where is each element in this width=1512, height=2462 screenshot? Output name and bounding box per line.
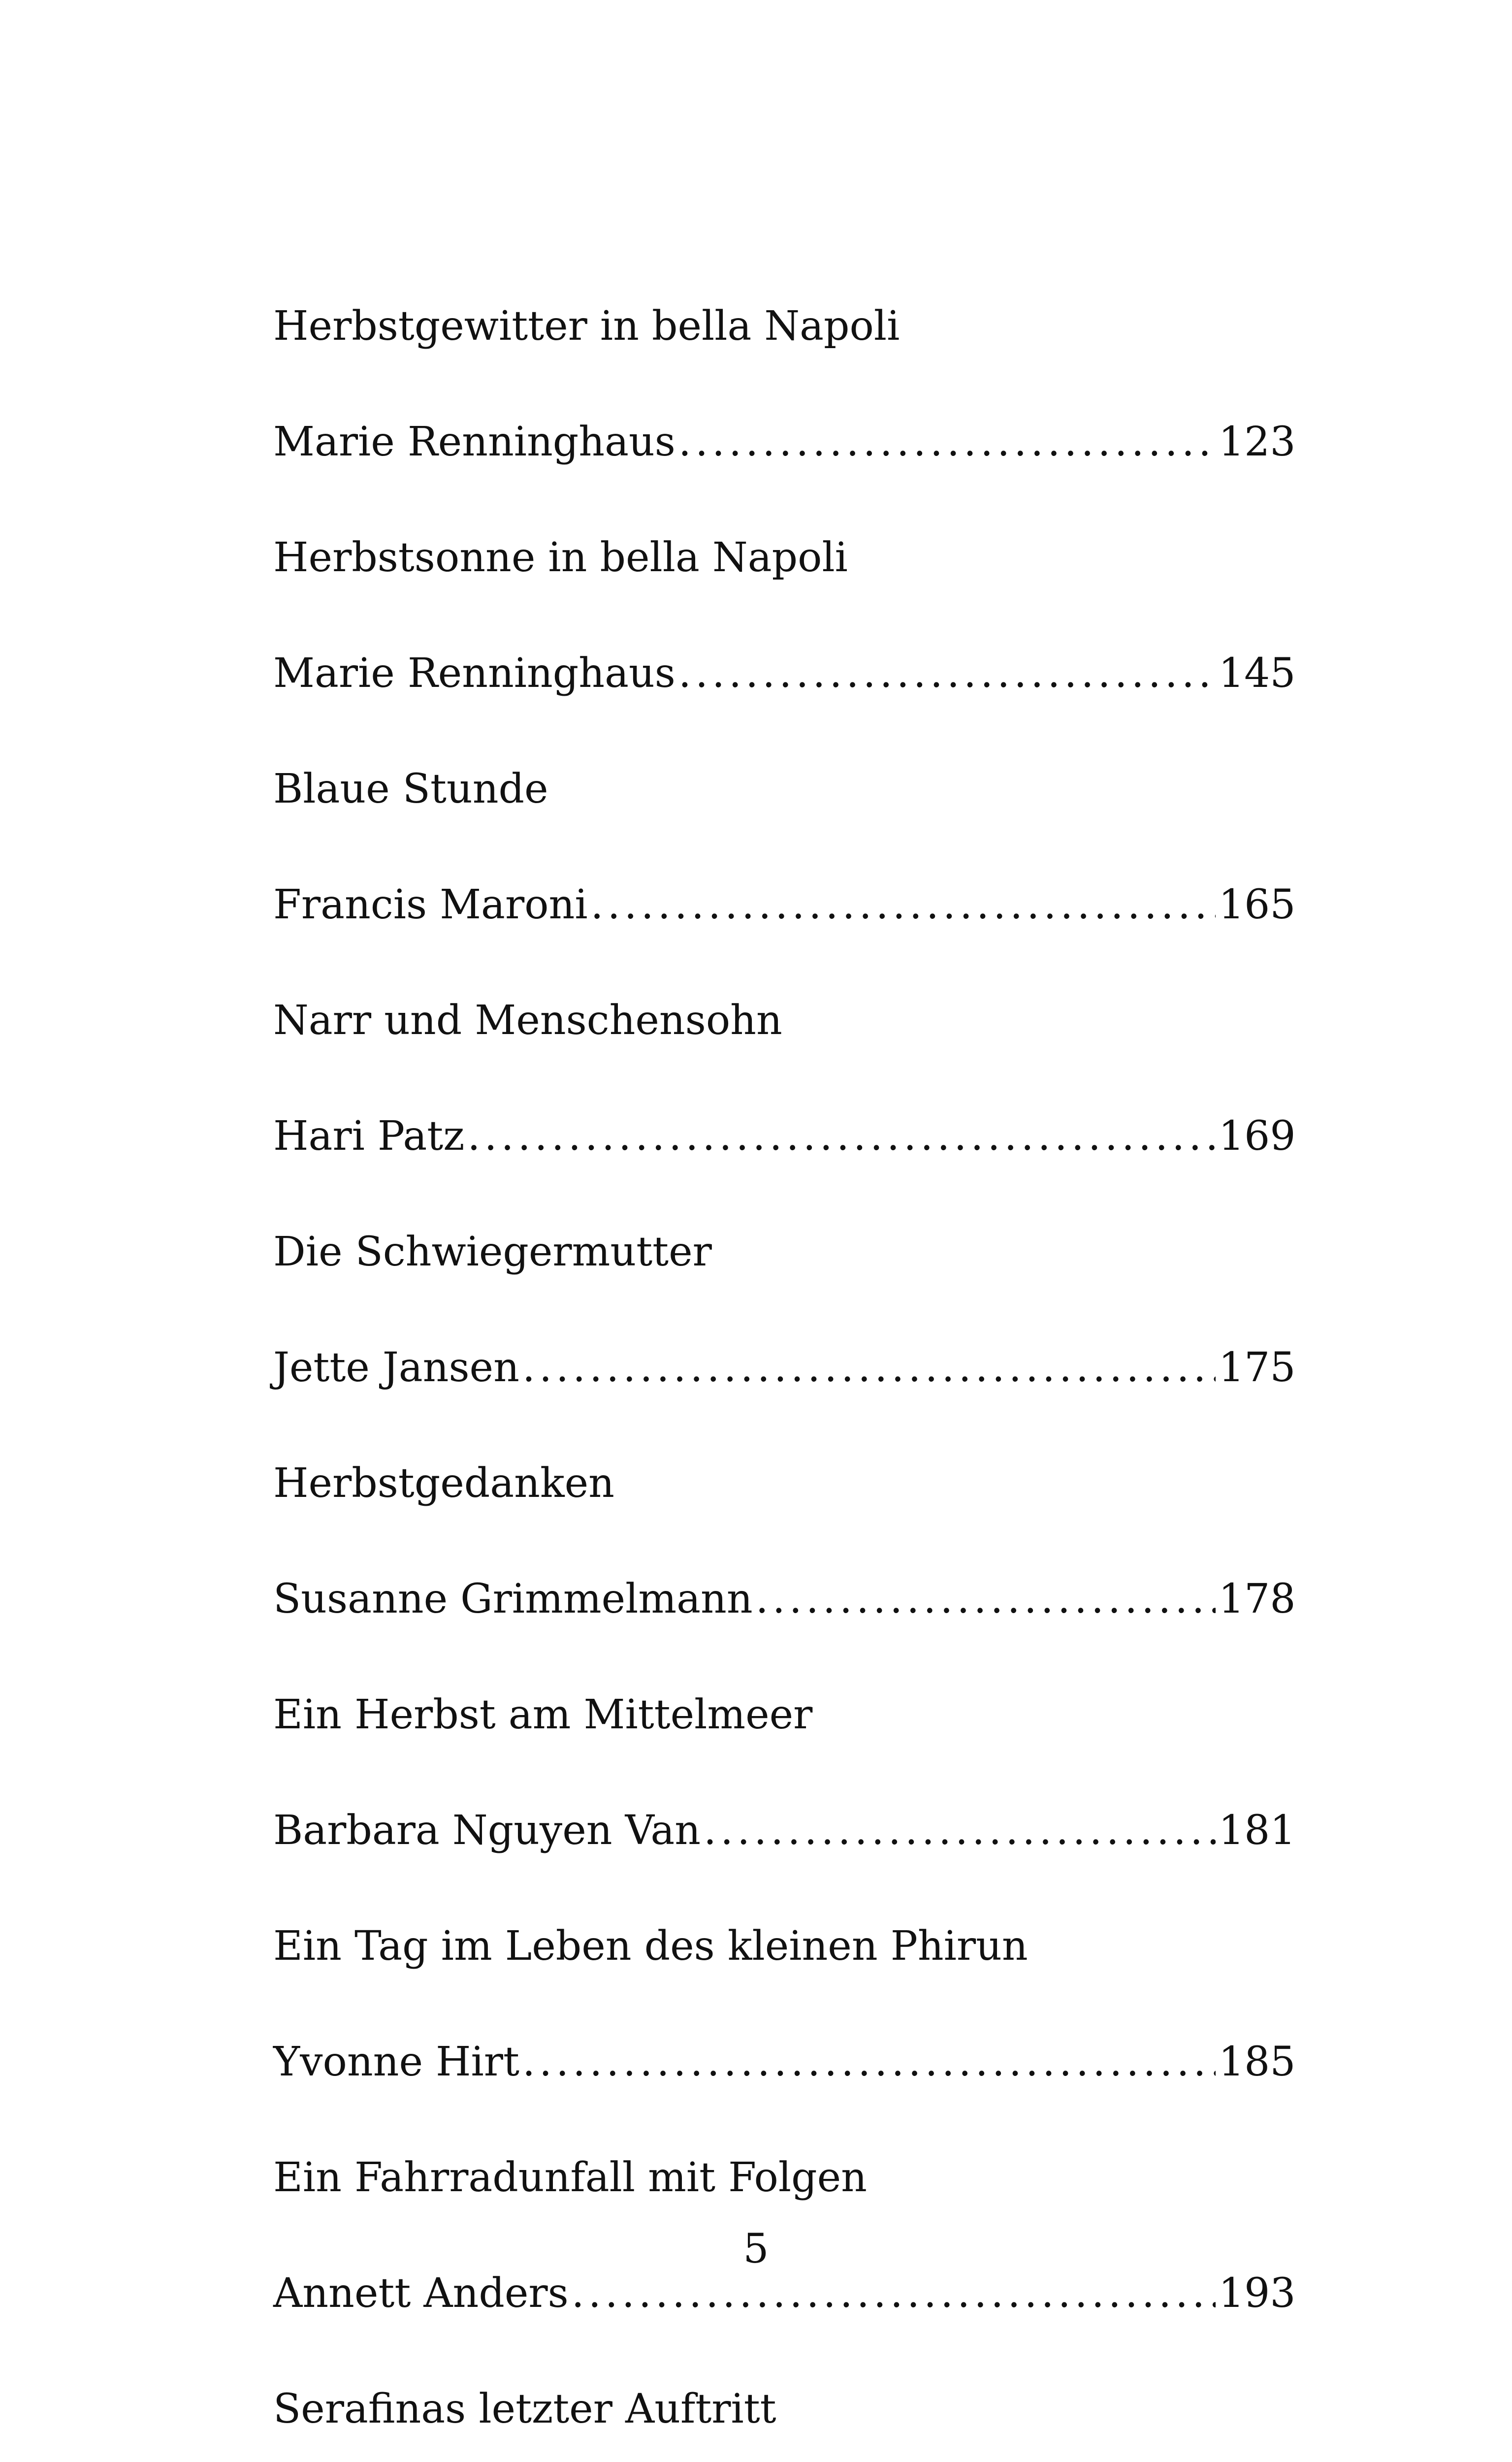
toc-story-title: Herbstsonne in bella Napoli [273,534,848,581]
toc-author-name: Marie Renninghaus [273,650,676,697]
dot-leader [678,384,1216,500]
toc-story-title: Ein Tag im Leben des kleinen Phirun [273,1923,1028,1970]
toc-author-name: Annett Anders [273,2270,569,2317]
toc-story-title: Die Schwiegermutter [273,1229,712,1275]
toc-entry [273,847,1296,963]
toc-story-title: Blaue Stunde [273,766,548,812]
toc-story-title: Serafinas letzter Auftritt [273,2386,776,2432]
toc-author-name: Yvonne Hirt [273,2039,519,2085]
toc-page-number: 165 [1219,881,1296,928]
toc-entry [273,1773,1296,1888]
toc-author-name: Jette Jansen [273,1344,519,1391]
toc-entry [273,1541,1296,1657]
toc-entry [273,2004,1296,2120]
toc-author-name: Susanne Grimmelmann [273,1576,753,1622]
toc-author-name: Hari Patz [273,1113,465,1160]
toc-page-number: 145 [1219,650,1296,697]
toc-page-number: 123 [1219,419,1296,465]
toc-entry [273,384,1296,500]
toc-page-number: 181 [1219,1807,1296,1854]
toc-entry [273,1310,1296,1425]
table-of-contents [273,268,1296,2462]
toc-author-name: Barbara Nguyen Van [273,1807,701,1854]
toc-page-number: 185 [1219,2039,1296,2085]
dot-leader [678,616,1216,731]
toc-story-title: Narr und Menschensohn [273,997,782,1044]
toc-page-number: 178 [1219,1576,1296,1622]
dot-leader [522,2004,1216,2120]
dot-leader [591,847,1216,963]
toc-entry [273,616,1296,731]
toc-story-title: Ein Fahrradunfall mit Folgen [273,2154,867,2201]
toc-story-title: Herbstgedanken [273,1460,614,1507]
toc-story-title: Herbstgewitter in bella Napoli [273,303,900,350]
dot-leader [467,1078,1216,1194]
dot-leader [522,1310,1216,1425]
toc-entry [273,1078,1296,1194]
toc-page-number: 169 [1219,1113,1296,1160]
toc-story-title: Ein Herbst am Mittelmeer [273,1691,813,1738]
toc-page-number: 175 [1219,1344,1296,1391]
toc-page-number: 193 [1219,2270,1296,2317]
dot-leader [756,1541,1216,1657]
toc-author-name: Francis Maroni [273,881,588,928]
dot-leader [704,1773,1216,1888]
toc-author-name: Marie Renninghaus [273,419,676,465]
page-number: 5 [743,2226,769,2272]
